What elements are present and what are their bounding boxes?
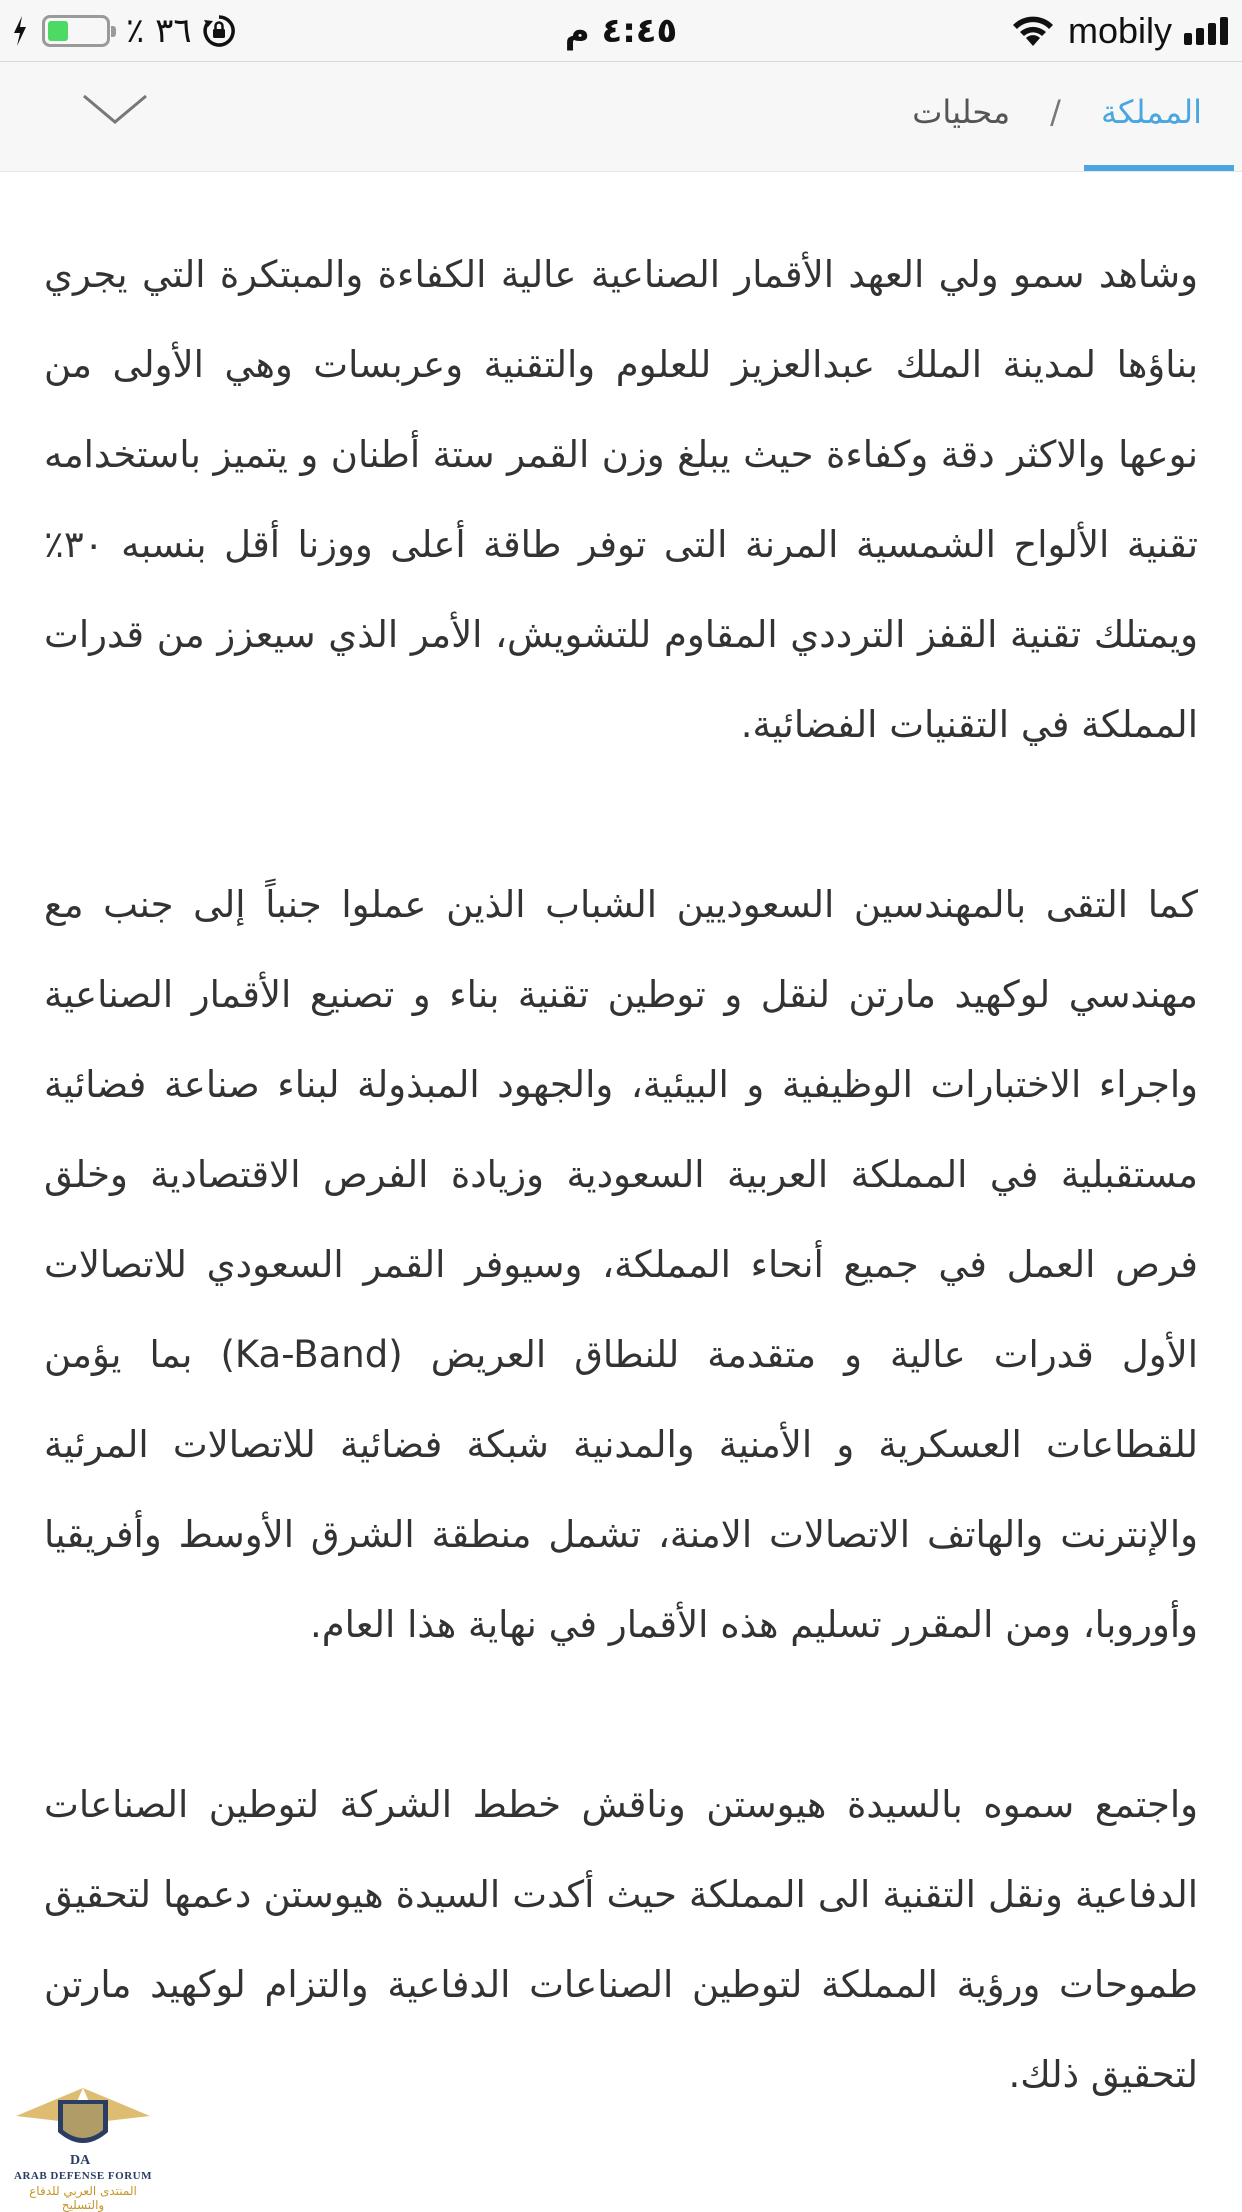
signal-bar xyxy=(1208,23,1216,45)
article-paragraph: كما التقى بالمهندسين السعوديين الشباب الذين عملوا جنباً إلى جنب مع مهندسي لوكهيد مارتن لنقل و توطين تقنية بناء و تصنيع الأقمار الصناعية واجراء الاختبارات الوظيفية و البيئية، والجهود المبذولة لبناء صناعة فضائية مستقبلية في المملكة العربية السعودية وزيادة الفرص الاقتصادية وخلق فرص العمل في جميع أنحاء المملكة، وسيوفر القمر السعودي للاتصالات الأول قدرات عالية و متقدمة للنطاق العريض (Ka-Band) بما يؤمن للقطاعات العسكرية و الأمنية والمدنية شبكة فضائية للاتصالات المرئية والإنترنت والهاتف الاتصالات الامنة، تشمل منطقة الشرق الأوسط وأفريقيا وأوروبا، ومن المقرر تسليم هذه الأقمار في نهاية هذا العام. xyxy=(44,883,1198,1646)
signal-bar xyxy=(1220,17,1228,45)
breadcrumb-item-local[interactable]: محليات xyxy=(912,93,1011,131)
status-right-group xyxy=(1010,0,1228,62)
status-time: ٤:٤٥ م xyxy=(564,11,678,51)
status-bar xyxy=(0,0,1242,62)
signal-bar xyxy=(1184,33,1192,45)
arab-defense-forum-logo xyxy=(8,2082,158,2212)
svg-text:DA: DA xyxy=(70,2153,91,2168)
battery-percent: ٪ ٣٦ xyxy=(126,11,192,51)
watermark-label-ar: المنتدى العربي للدفاع والتسليح xyxy=(29,2184,137,2212)
forum-emblem-icon xyxy=(8,2082,158,2172)
breadcrumb-bar xyxy=(0,62,1242,172)
breadcrumb-separator: / xyxy=(1050,93,1061,131)
carrier-name: mobily xyxy=(1067,10,1172,51)
article-body xyxy=(44,230,1198,2120)
active-tab-underline xyxy=(1084,165,1234,171)
chevron-down-icon[interactable] xyxy=(80,90,150,130)
breadcrumb-item-kingdom[interactable]: المملكة xyxy=(1100,93,1202,131)
article-paragraph: واجتمع سموه بالسيدة هيوستن وناقش خطط الشركة لتوطين الصناعات الدفاعية ونقل التقنية الى المملكة حيث أكدت السيدة هيوستن دعمها لتحقيق طموحات ورؤية المملكة لتوطين الصناعات الدفاعية والتزام لوكهيد مارتن لتحقيق ذلك. xyxy=(44,1783,1198,2096)
breadcrumb xyxy=(912,62,1202,162)
cellular-signal-icon xyxy=(1184,17,1228,45)
article-paragraph: وشاهد سمو ولي العهد الأقمار الصناعية عالية الكفاءة والمبتكرة التي يجري بناؤها لمدينة الملك عبدالعزيز للعلوم والتقنية وعربسات وهي الأولى من نوعها والاكثر دقة وكفاءة حيث يبلغ وزن القمر ستة أطنان و يتميز باستخدامه تقنية الألواح الشمسية المرنة التى توفر طاقة أعلى ووزنا أقل بنسبه ٣٠٪ ويمتلك تقنية القفز الترددي المقاوم للتشويش، الأمر الذي سيعزز من قدرات المملكة في التقنيات الفضائية. xyxy=(44,253,1198,746)
signal-bar xyxy=(1196,28,1204,45)
watermark-label-en: ARAB DEFENSE FORUM xyxy=(14,2170,152,2182)
wifi-icon xyxy=(1010,14,1056,48)
